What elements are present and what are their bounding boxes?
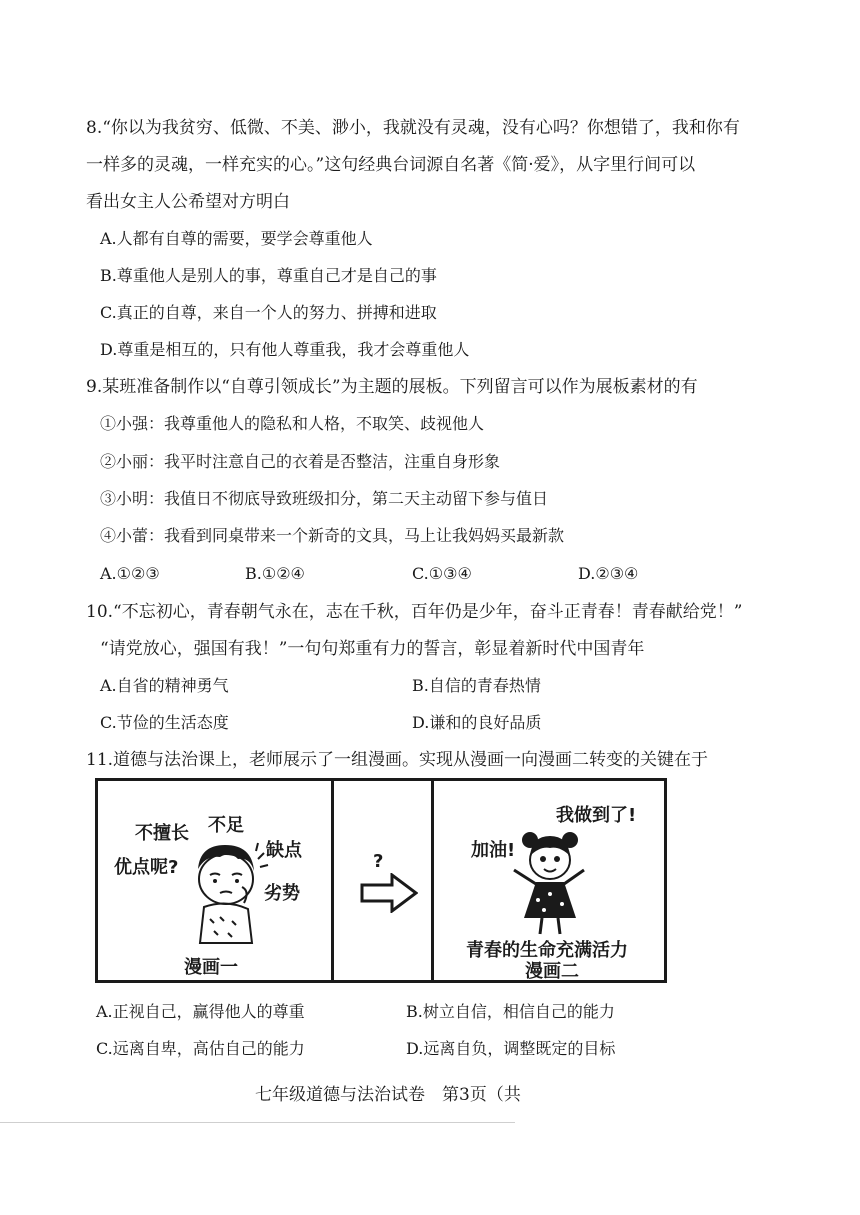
cheering-girl-illustration — [510, 826, 590, 938]
comic-one-word: 不擅长 — [135, 823, 189, 844]
q10-option-b: B.自信的青春热情 — [412, 676, 541, 695]
q8-stem-line3: 看出女主人公希望对方明白 — [86, 192, 290, 212]
q8-option-d: D.尊重是相互的，只有他人尊重我，我才会尊重他人 — [100, 340, 470, 359]
comic-two-caption: 漫画二 — [525, 961, 579, 982]
comic-two-speech: 我做到了! — [556, 805, 637, 826]
q9-option-a: A.①②③ — [100, 564, 160, 583]
comic-one-word: 不足 — [208, 815, 244, 836]
q10-stem-line2: “请党放心，强国有我！”一句句郑重有力的誓言，彰显着新时代中国青年 — [100, 639, 645, 659]
q10-option-a: A.自省的精神勇气 — [100, 676, 229, 695]
q11-option-a: A.正视自己，赢得他人的尊重 — [96, 1002, 305, 1021]
q11-option-d: D.远离自负，调整既定的目标 — [406, 1039, 616, 1058]
arrow-right-icon — [360, 873, 418, 913]
comic-divider-right — [431, 781, 434, 980]
q9-stem: 9.某班准备制作以“自尊引领成长”为主题的展板。下列留言可以作为展板素材的有 — [86, 377, 698, 397]
q9-item-4: ④小蕾：我看到同桌带来一个新奇的文具，马上让我妈妈买最新款 — [100, 526, 565, 545]
q10-option-c: C.节俭的生活态度 — [100, 713, 229, 732]
q8-option-b: B.尊重他人是别人的事，尊重自己才是自己的事 — [100, 266, 437, 285]
q8-option-c: C.真正的自尊，来自一个人的努力、拼搏和进取 — [100, 303, 437, 322]
q8-stem-line1: 8.“你以为我贫穷、低微、不美、渺小，我就没有灵魂，没有心吗？你想错了，我和你有 — [86, 118, 740, 138]
q9-item-3: ③小明：我值日不彻底导致班级扣分，第二天主动留下参与值日 — [100, 489, 549, 508]
page-footer: 七年级道德与法治试卷 第3页（共 — [255, 1085, 521, 1105]
comic-divider-left — [331, 781, 334, 980]
q9-item-1: ①小强：我尊重他人的隐私和人格，不取笑、歧视他人 — [100, 414, 485, 433]
transition-question-mark: ? — [373, 851, 384, 872]
q9-option-c: C.①③④ — [412, 564, 472, 583]
comic-one-word: 缺点 — [266, 840, 302, 861]
comic-one-word: 劣势 — [264, 883, 300, 904]
q9-item-2: ②小丽：我平时注意自己的衣着是否整洁，注重自身形象 — [100, 452, 501, 471]
q11-option-c: C.远离自卑，高估自己的能力 — [96, 1039, 305, 1058]
comic-one-caption: 漫画一 — [184, 957, 238, 978]
q9-option-d: D.②③④ — [578, 564, 639, 583]
page-bottom-rule — [0, 1122, 515, 1123]
comic-strip — [95, 778, 667, 983]
q8-option-a: A.人都有自尊的需要，要学会尊重他人 — [100, 229, 373, 248]
comic-one-word: 优点呢? — [114, 857, 179, 878]
thinking-boy-illustration — [180, 839, 270, 949]
comic-two-cheer: 加油! — [471, 840, 516, 861]
q9-option-b: B.①②④ — [245, 564, 305, 583]
q8-stem-line2: 一样多的灵魂，一样充实的心。”这句经典台词源自名著《简·爱》，从字里行间可以 — [86, 155, 696, 175]
q11-option-b: B.树立自信，相信自己的能力 — [406, 1002, 615, 1021]
q10-stem-line1: 10.“不忘初心，青春朝气永在，志在千秋，百年仍是少年，奋斗正青春！青春献给党！” — [86, 602, 743, 622]
comic-two-slogan: 青春的生命充满活力 — [466, 940, 628, 961]
q10-option-d: D.谦和的良好品质 — [412, 713, 542, 732]
q11-stem: 11.道德与法治课上，老师展示了一组漫画。实现从漫画一向漫画二转变的关键在于 — [86, 750, 709, 770]
